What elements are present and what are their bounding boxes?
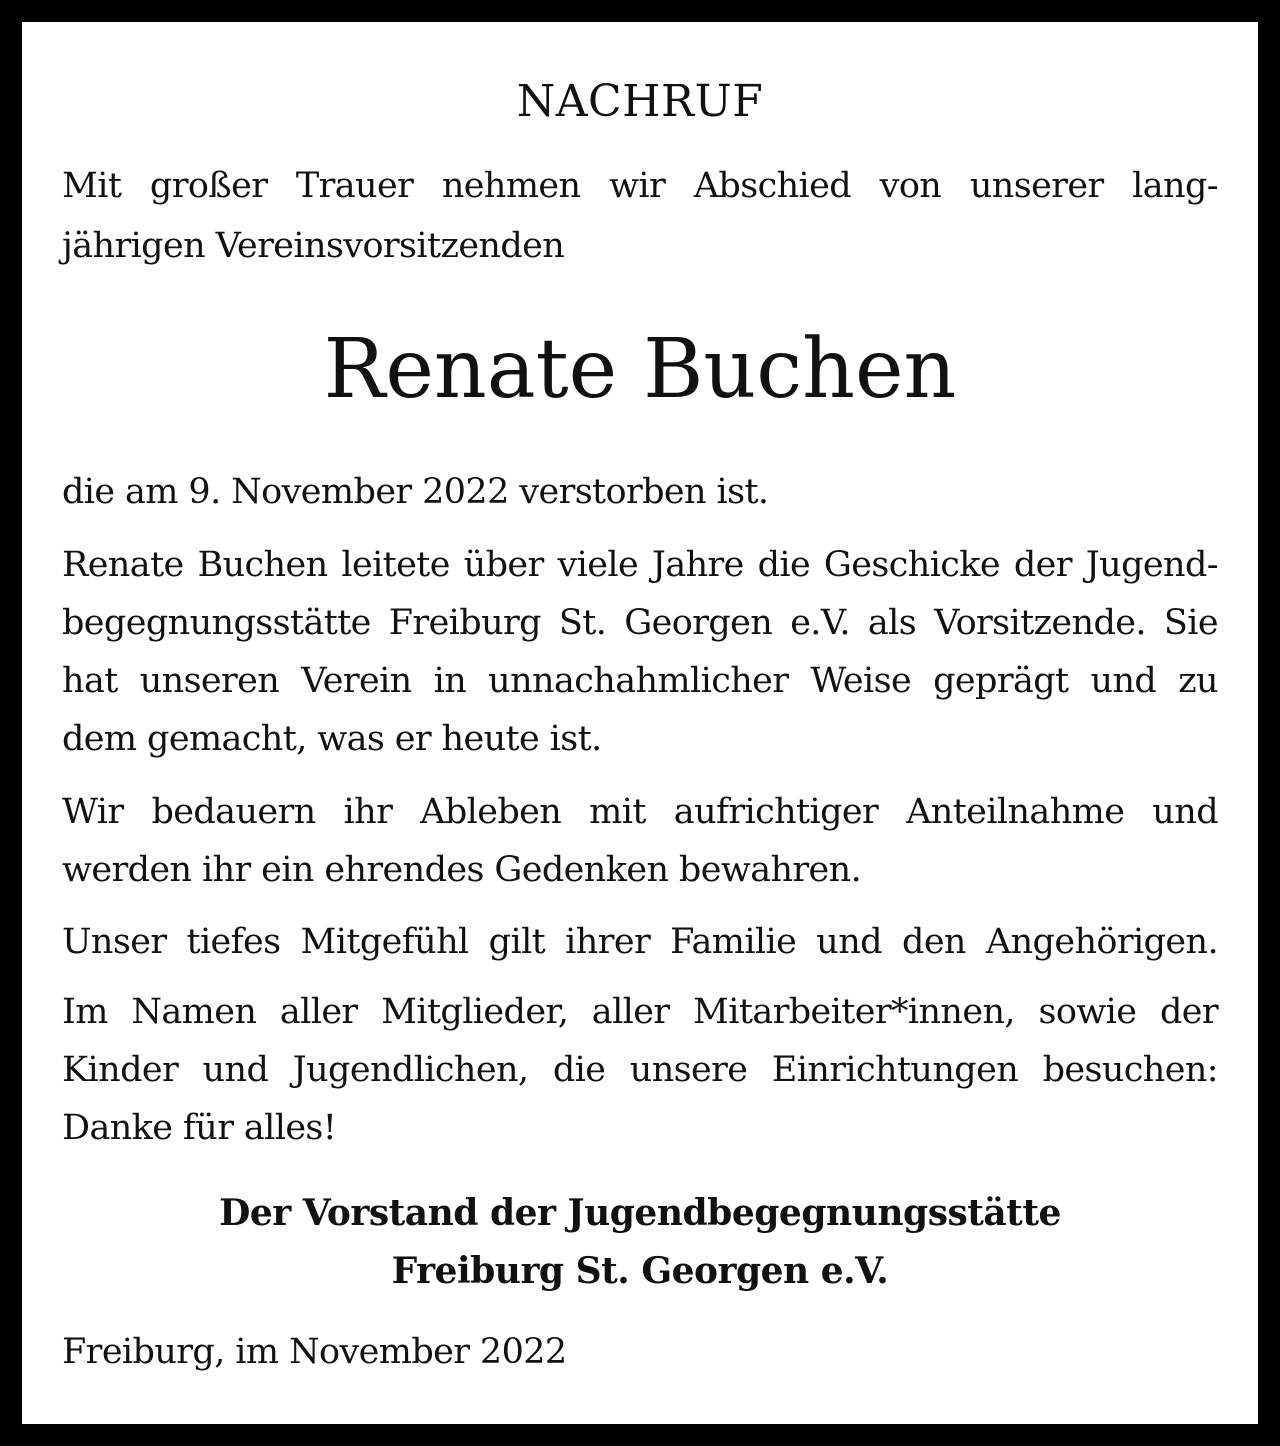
paragraph-4-line-2: Kinder und Jugendlichen, die unsere Einrichtungen besuchen: (62, 1050, 1218, 1090)
paragraph-1-line-2: begegnungsstätte Freiburg St. Georgen e.V. als Vorsitzende. Sie (62, 603, 1218, 643)
intro-line-2: jährigen Vereinsvorsitzenden (62, 226, 565, 266)
paragraph-2-line-1: Wir bedauern ihr Ableben mit aufrichtiger Anteilnahme und (62, 792, 1218, 832)
paragraph-2-line-2: werden ihr ein ehrendes Gedenken bewahren. (62, 850, 862, 890)
paragraph-4-line-1: Im Namen aller Mitglieder, aller Mitarbeiter*innen, sowie der (62, 992, 1218, 1032)
paragraph-1-line-3: hat unseren Verein in unnachahmlicher Weise geprägt und zu (62, 661, 1218, 701)
signature-line-1: Der Vorstand der Jugendbegegnungsstätte (219, 1192, 1061, 1234)
paragraph-1-line-4: dem gemacht, was er heute ist. (62, 719, 602, 759)
intro-line-1: Mit großer Trauer nehmen wir Abschied von unserer lang- (62, 166, 1218, 206)
obituary-notice (22, 22, 1258, 1424)
place-date: Freiburg, im November 2022 (62, 1332, 567, 1372)
paragraph-3-line-1: Unser tiefes Mitgefühl gilt ihrer Familie und den Angehörigen. (62, 922, 1218, 962)
signature-line-2: Freiburg St. Georgen e.V. (391, 1250, 889, 1292)
paragraph-4-line-3: Danke für alles! (62, 1108, 337, 1148)
paragraph-1-line-1: Renate Buchen leitete über viele Jahre die Geschicke der Jugend- (62, 545, 1218, 585)
death-date-line: die am 9. November 2022 verstorben ist. (62, 472, 769, 512)
notice-heading: NACHRUF (516, 76, 764, 127)
deceased-name: Renate Buchen (323, 322, 957, 417)
